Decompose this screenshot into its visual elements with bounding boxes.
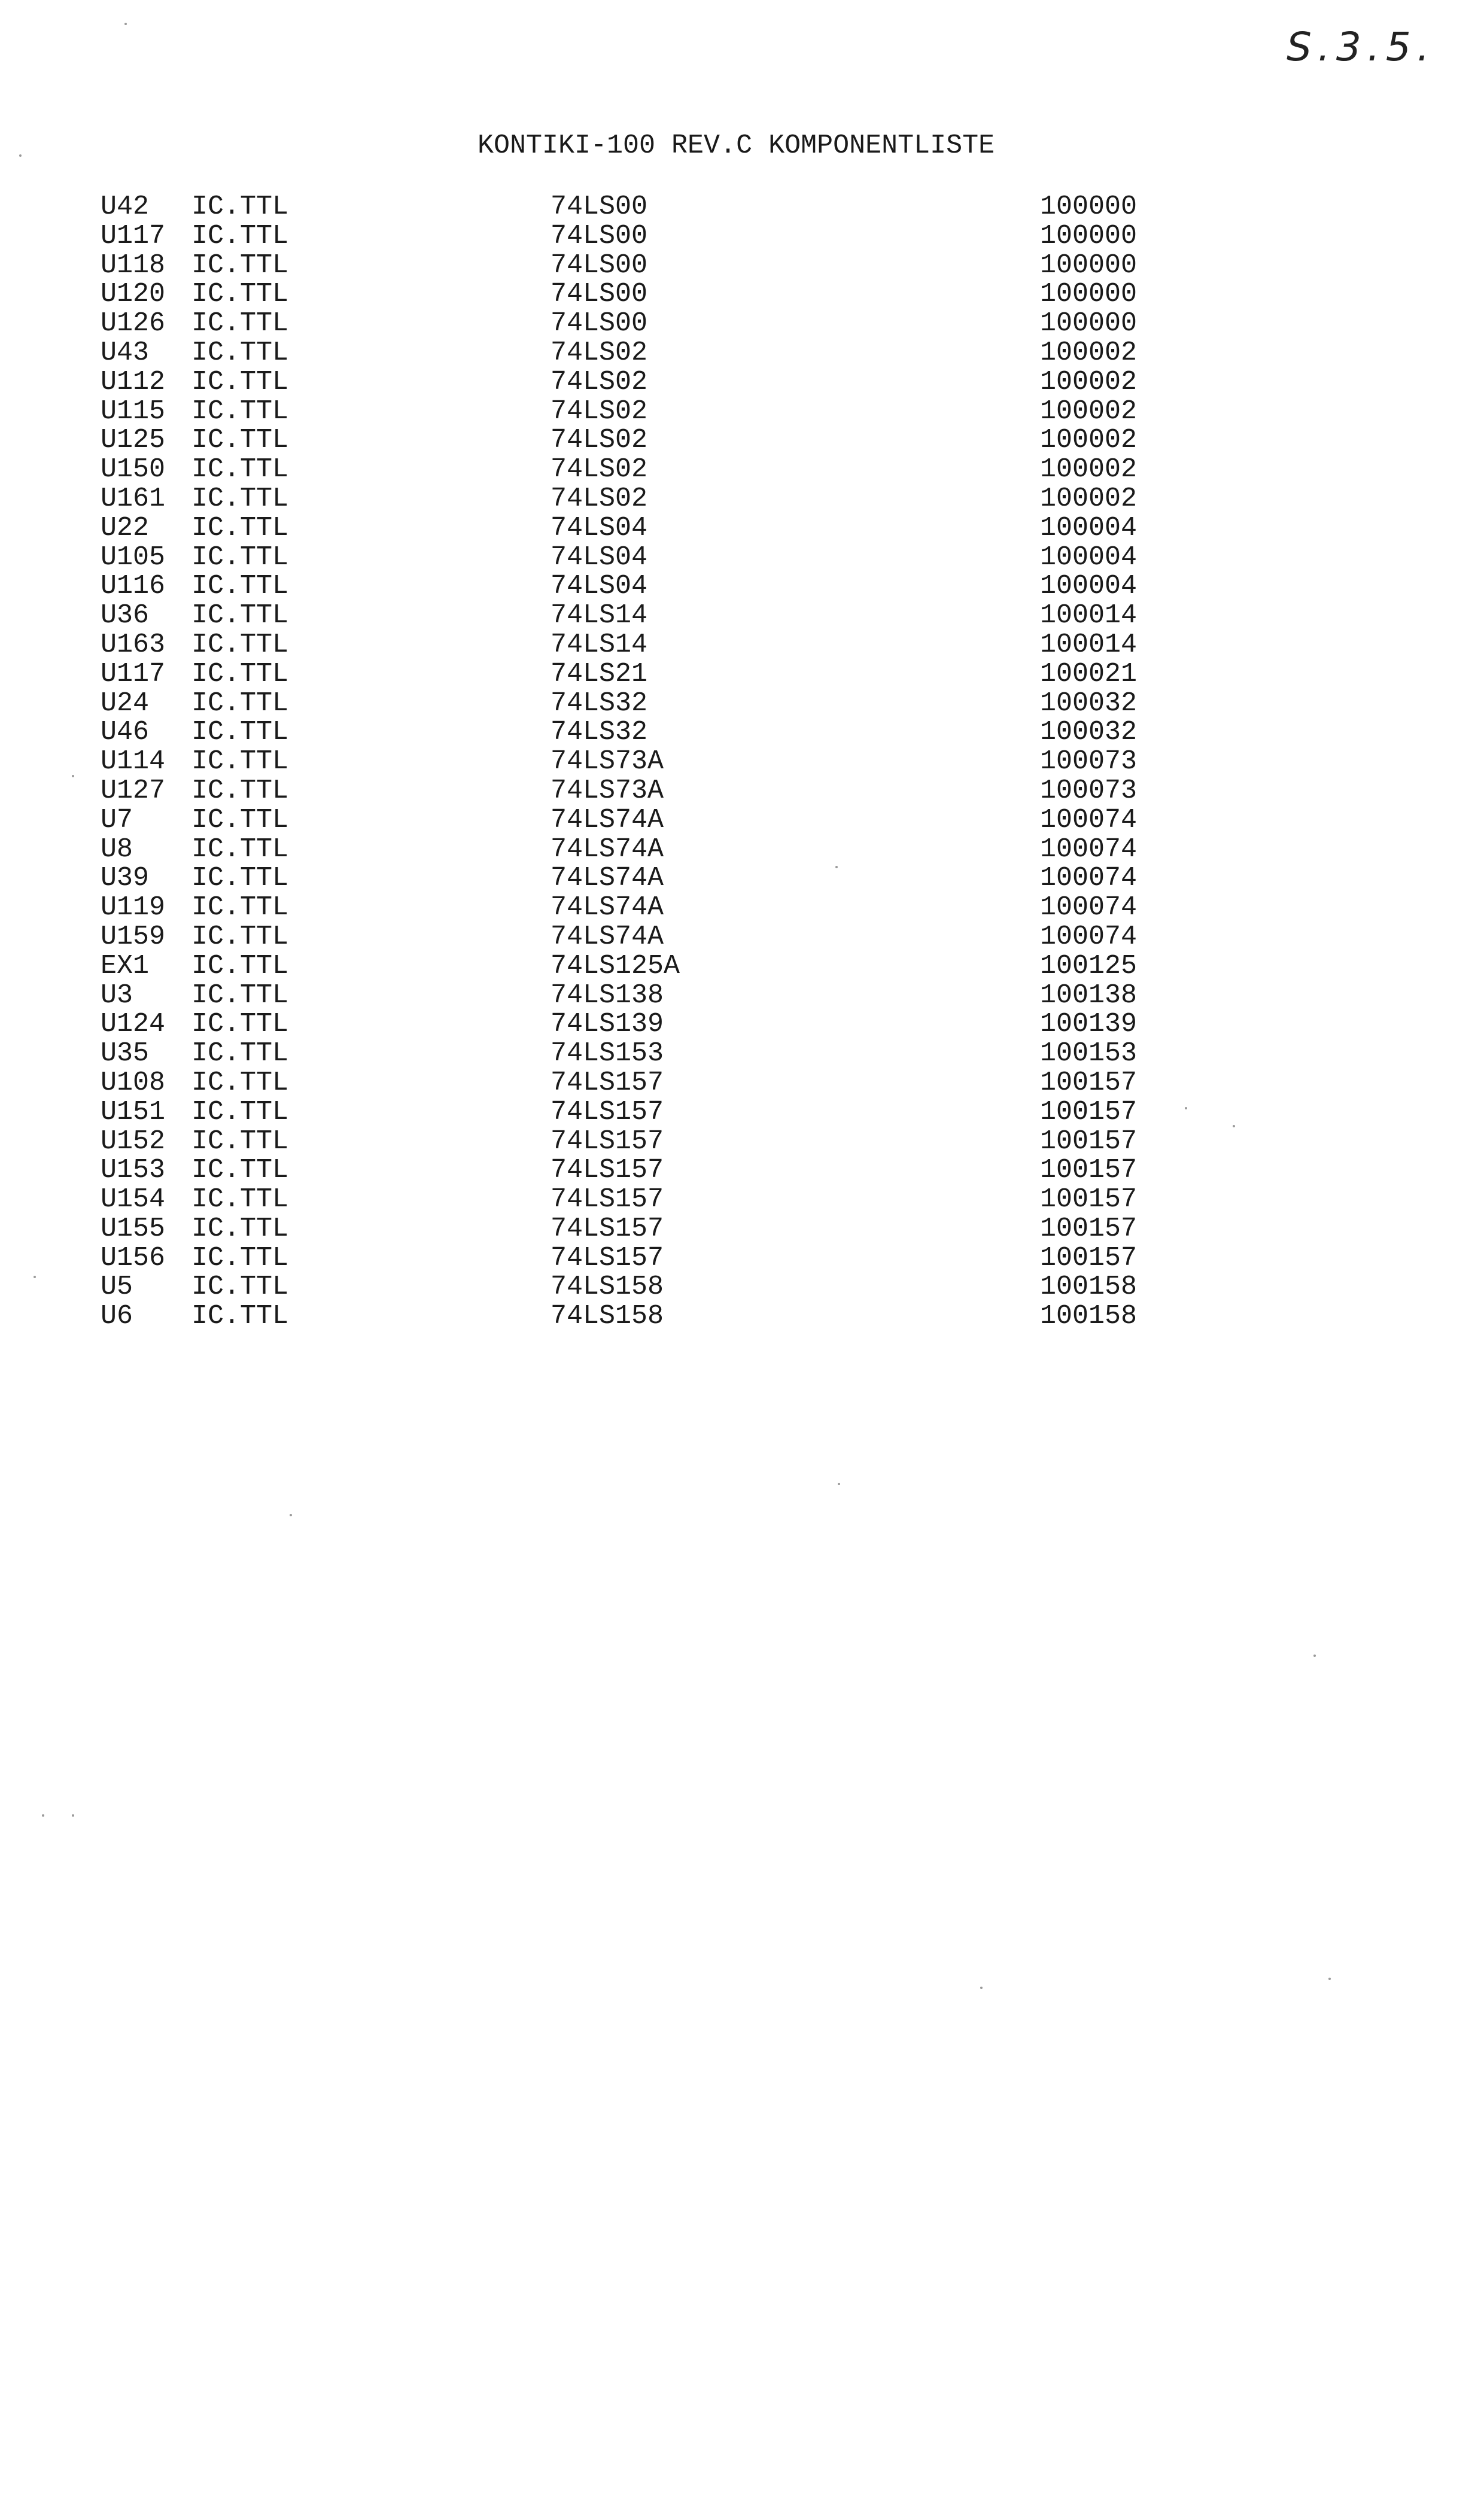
component-item-code: 100014 bbox=[1040, 600, 1138, 631]
component-ref: U155 bbox=[101, 1213, 166, 1244]
component-item-code: 100000 bbox=[1040, 308, 1138, 339]
component-item-code: 100000 bbox=[1040, 250, 1138, 281]
component-type: IC.TTL bbox=[191, 1126, 289, 1157]
component-type: IC.TTL bbox=[191, 512, 289, 543]
component-item-code: 100004 bbox=[1040, 571, 1138, 602]
component-type: IC.TTL bbox=[191, 1272, 289, 1303]
component-ref: U118 bbox=[101, 250, 166, 281]
component-ref: U115 bbox=[101, 396, 166, 427]
component-part-number: 74LS14 bbox=[551, 629, 648, 660]
list-item bbox=[0, 1010, 1484, 1039]
list-item bbox=[0, 806, 1484, 835]
list-item bbox=[0, 426, 1484, 455]
component-ref: U22 bbox=[101, 512, 150, 543]
list-item bbox=[0, 1244, 1484, 1273]
component-part-number: 74LS32 bbox=[551, 717, 648, 748]
list-item bbox=[0, 864, 1484, 893]
component-type: IC.TTL bbox=[191, 454, 289, 485]
component-item-code: 100002 bbox=[1040, 454, 1138, 485]
component-part-number: 74LS32 bbox=[551, 688, 648, 719]
component-item-code: 100157 bbox=[1040, 1067, 1138, 1098]
component-ref: U159 bbox=[101, 921, 166, 952]
component-item-code: 100073 bbox=[1040, 746, 1138, 777]
list-item bbox=[0, 660, 1484, 689]
component-ref: U105 bbox=[101, 542, 166, 573]
component-part-number: 74LS00 bbox=[551, 279, 648, 310]
component-item-code: 100157 bbox=[1040, 1213, 1138, 1244]
component-item-code: 100073 bbox=[1040, 775, 1138, 806]
list-item bbox=[0, 368, 1484, 397]
list-item bbox=[0, 777, 1484, 806]
scan-speck bbox=[72, 1814, 74, 1817]
component-part-number: 74LS02 bbox=[551, 454, 648, 485]
component-type: IC.TTL bbox=[191, 396, 289, 427]
component-item-code: 100032 bbox=[1040, 717, 1138, 748]
component-item-code: 100074 bbox=[1040, 921, 1138, 952]
component-part-number: 74LS02 bbox=[551, 483, 648, 514]
component-part-number: 74LS14 bbox=[551, 600, 648, 631]
component-type: IC.TTL bbox=[191, 1155, 289, 1186]
list-item bbox=[0, 893, 1484, 923]
component-item-code: 100074 bbox=[1040, 834, 1138, 865]
component-part-number: 74LS157 bbox=[551, 1155, 664, 1186]
list-item bbox=[0, 572, 1484, 601]
component-type: IC.TTL bbox=[191, 1301, 289, 1332]
component-item-code: 100074 bbox=[1040, 892, 1138, 923]
component-type: IC.TTL bbox=[191, 1067, 289, 1098]
component-type: IC.TTL bbox=[191, 921, 289, 952]
component-item-code: 100138 bbox=[1040, 980, 1138, 1011]
scan-speck bbox=[980, 1987, 983, 1989]
list-item bbox=[0, 193, 1484, 222]
component-ref: U116 bbox=[101, 571, 166, 602]
component-item-code: 100074 bbox=[1040, 863, 1138, 894]
component-ref: U39 bbox=[101, 863, 150, 894]
component-type: IC.TTL bbox=[191, 366, 289, 397]
list-item bbox=[0, 1069, 1484, 1098]
component-type: IC.TTL bbox=[191, 688, 289, 719]
component-type: IC.TTL bbox=[191, 775, 289, 806]
component-ref: U35 bbox=[101, 1038, 150, 1069]
component-ref: U8 bbox=[101, 834, 133, 865]
component-part-number: 74LS02 bbox=[551, 425, 648, 456]
component-ref: U152 bbox=[101, 1126, 166, 1157]
component-type: IC.TTL bbox=[191, 1038, 289, 1069]
scan-speck bbox=[34, 1276, 36, 1278]
component-item-code: 100125 bbox=[1040, 950, 1138, 981]
component-ref: U46 bbox=[101, 717, 150, 748]
component-type: IC.TTL bbox=[191, 746, 289, 777]
list-item bbox=[0, 923, 1484, 952]
component-ref: U126 bbox=[101, 308, 166, 339]
scan-speck bbox=[42, 1814, 44, 1817]
list-item bbox=[0, 1215, 1484, 1244]
component-part-number: 74LS74A bbox=[551, 863, 664, 894]
scan-speck bbox=[72, 775, 74, 777]
component-part-number: 74LS158 bbox=[551, 1272, 664, 1303]
component-type: IC.TTL bbox=[191, 483, 289, 514]
list-item bbox=[0, 631, 1484, 660]
component-ref: U150 bbox=[101, 454, 166, 485]
component-ref: U153 bbox=[101, 1155, 166, 1186]
component-ref: U112 bbox=[101, 366, 166, 397]
component-ref: U108 bbox=[101, 1067, 166, 1098]
component-item-code: 100157 bbox=[1040, 1126, 1138, 1157]
component-ref: U161 bbox=[101, 483, 166, 514]
list-item bbox=[0, 689, 1484, 719]
list-item bbox=[0, 1302, 1484, 1331]
component-ref: U156 bbox=[101, 1242, 166, 1273]
list-item bbox=[0, 485, 1484, 514]
component-ref: U43 bbox=[101, 337, 150, 368]
component-part-number: 74LS153 bbox=[551, 1038, 664, 1069]
component-item-code: 100158 bbox=[1040, 1272, 1138, 1303]
component-item-code: 100032 bbox=[1040, 688, 1138, 719]
list-item bbox=[0, 514, 1484, 543]
scan-speck bbox=[124, 23, 127, 25]
component-ref: U6 bbox=[101, 1301, 133, 1332]
component-item-code: 100002 bbox=[1040, 366, 1138, 397]
component-part-number: 74LS73A bbox=[551, 746, 664, 777]
list-item bbox=[0, 543, 1484, 573]
component-type: IC.TTL bbox=[191, 220, 289, 251]
list-item bbox=[0, 309, 1484, 339]
component-item-code: 100000 bbox=[1040, 191, 1138, 222]
page-number: S.3.5. bbox=[1287, 24, 1436, 70]
component-item-code: 100000 bbox=[1040, 279, 1138, 310]
list-item bbox=[0, 455, 1484, 485]
component-type: IC.TTL bbox=[191, 337, 289, 368]
list-item bbox=[0, 981, 1484, 1011]
component-part-number: 74LS139 bbox=[551, 1009, 664, 1040]
component-ref: U151 bbox=[101, 1096, 166, 1127]
component-part-number: 74LS157 bbox=[551, 1096, 664, 1127]
list-item bbox=[0, 1273, 1484, 1302]
component-ref: U7 bbox=[101, 804, 133, 835]
list-item bbox=[0, 222, 1484, 251]
component-type: IC.TTL bbox=[191, 1009, 289, 1040]
list-item bbox=[0, 1098, 1484, 1127]
scan-speck bbox=[19, 154, 22, 157]
component-part-number: 74LS02 bbox=[551, 396, 648, 427]
component-ref: U120 bbox=[101, 279, 166, 310]
scan-speck bbox=[1328, 1978, 1331, 1980]
component-ref: U24 bbox=[101, 688, 150, 719]
scan-speck bbox=[835, 866, 838, 868]
list-item bbox=[0, 251, 1484, 281]
scan-speck bbox=[1313, 1655, 1316, 1657]
list-item bbox=[0, 339, 1484, 368]
component-item-code: 100157 bbox=[1040, 1242, 1138, 1273]
component-type: IC.TTL bbox=[191, 542, 289, 573]
component-part-number: 74LS74A bbox=[551, 892, 664, 923]
list-item bbox=[0, 601, 1484, 631]
scan-speck bbox=[1185, 1107, 1187, 1109]
component-item-code: 100002 bbox=[1040, 483, 1138, 514]
component-type: IC.TTL bbox=[191, 191, 289, 222]
component-ref: U3 bbox=[101, 980, 133, 1011]
component-type: IC.TTL bbox=[191, 1096, 289, 1127]
component-part-number: 74LS74A bbox=[551, 921, 664, 952]
list-item bbox=[0, 1127, 1484, 1157]
component-ref: U114 bbox=[101, 746, 166, 777]
component-part-number: 74LS157 bbox=[551, 1067, 664, 1098]
component-type: IC.TTL bbox=[191, 717, 289, 748]
list-item bbox=[0, 952, 1484, 981]
component-type: IC.TTL bbox=[191, 863, 289, 894]
list-item bbox=[0, 747, 1484, 777]
component-part-number: 74LS02 bbox=[551, 366, 648, 397]
list-item bbox=[0, 280, 1484, 309]
component-type: IC.TTL bbox=[191, 1213, 289, 1244]
list-item bbox=[0, 1156, 1484, 1185]
component-ref: U36 bbox=[101, 600, 150, 631]
component-item-code: 100153 bbox=[1040, 1038, 1138, 1069]
component-part-number: 74LS157 bbox=[551, 1242, 664, 1273]
component-part-number: 74LS138 bbox=[551, 980, 664, 1011]
component-type: IC.TTL bbox=[191, 892, 289, 923]
component-type: IC.TTL bbox=[191, 980, 289, 1011]
list-item bbox=[0, 718, 1484, 747]
component-list bbox=[0, 193, 1484, 1331]
page-title: KONTIKI-100 REV.C KOMPONENTLISTE bbox=[478, 130, 995, 161]
component-type: IC.TTL bbox=[191, 658, 289, 689]
component-ref: U124 bbox=[101, 1009, 166, 1040]
component-part-number: 74LS157 bbox=[551, 1126, 664, 1157]
component-type: IC.TTL bbox=[191, 1184, 289, 1215]
list-item bbox=[0, 835, 1484, 865]
component-type: IC.TTL bbox=[191, 804, 289, 835]
component-item-code: 100002 bbox=[1040, 396, 1138, 427]
component-item-code: 100002 bbox=[1040, 425, 1138, 456]
component-type: IC.TTL bbox=[191, 308, 289, 339]
component-type: IC.TTL bbox=[191, 250, 289, 281]
component-part-number: 74LS74A bbox=[551, 804, 664, 835]
component-ref: U5 bbox=[101, 1272, 133, 1303]
component-item-code: 100002 bbox=[1040, 337, 1138, 368]
component-item-code: 100157 bbox=[1040, 1184, 1138, 1215]
list-item bbox=[0, 1185, 1484, 1215]
component-part-number: 74LS04 bbox=[551, 542, 648, 573]
component-item-code: 100157 bbox=[1040, 1096, 1138, 1127]
component-type: IC.TTL bbox=[191, 950, 289, 981]
component-item-code: 100157 bbox=[1040, 1155, 1138, 1186]
component-type: IC.TTL bbox=[191, 834, 289, 865]
scan-speck bbox=[290, 1514, 292, 1516]
component-part-number: 74LS158 bbox=[551, 1301, 664, 1332]
component-item-code: 100074 bbox=[1040, 804, 1138, 835]
component-type: IC.TTL bbox=[191, 571, 289, 602]
component-item-code: 100021 bbox=[1040, 658, 1138, 689]
component-item-code: 100004 bbox=[1040, 542, 1138, 573]
component-type: IC.TTL bbox=[191, 629, 289, 660]
component-part-number: 74LS157 bbox=[551, 1184, 664, 1215]
component-part-number: 74LS00 bbox=[551, 250, 648, 281]
component-ref: U117 bbox=[101, 220, 166, 251]
component-item-code: 100158 bbox=[1040, 1301, 1138, 1332]
component-type: IC.TTL bbox=[191, 600, 289, 631]
component-part-number: 74LS125A bbox=[551, 950, 680, 981]
component-item-code: 100014 bbox=[1040, 629, 1138, 660]
component-part-number: 74LS04 bbox=[551, 512, 648, 543]
component-ref: U42 bbox=[101, 191, 150, 222]
component-type: IC.TTL bbox=[191, 279, 289, 310]
component-ref: U125 bbox=[101, 425, 166, 456]
component-part-number: 74LS73A bbox=[551, 775, 664, 806]
scan-speck bbox=[838, 1483, 840, 1485]
component-ref: U119 bbox=[101, 892, 166, 923]
component-ref: U163 bbox=[101, 629, 166, 660]
component-part-number: 74LS21 bbox=[551, 658, 648, 689]
component-item-code: 100004 bbox=[1040, 512, 1138, 543]
component-item-code: 100000 bbox=[1040, 220, 1138, 251]
component-part-number: 74LS04 bbox=[551, 571, 648, 602]
component-part-number: 74LS00 bbox=[551, 220, 648, 251]
component-ref: U117 bbox=[101, 658, 166, 689]
component-type: IC.TTL bbox=[191, 1242, 289, 1273]
scan-speck bbox=[1233, 1125, 1235, 1127]
component-part-number: 74LS00 bbox=[551, 191, 648, 222]
component-part-number: 74LS00 bbox=[551, 308, 648, 339]
list-item bbox=[0, 1039, 1484, 1069]
component-part-number: 74LS74A bbox=[551, 834, 664, 865]
component-ref: U127 bbox=[101, 775, 166, 806]
list-item bbox=[0, 397, 1484, 427]
component-part-number: 74LS02 bbox=[551, 337, 648, 368]
component-ref: U154 bbox=[101, 1184, 166, 1215]
component-type: IC.TTL bbox=[191, 425, 289, 456]
component-item-code: 100139 bbox=[1040, 1009, 1138, 1040]
component-part-number: 74LS157 bbox=[551, 1213, 664, 1244]
component-ref: EX1 bbox=[101, 950, 150, 981]
